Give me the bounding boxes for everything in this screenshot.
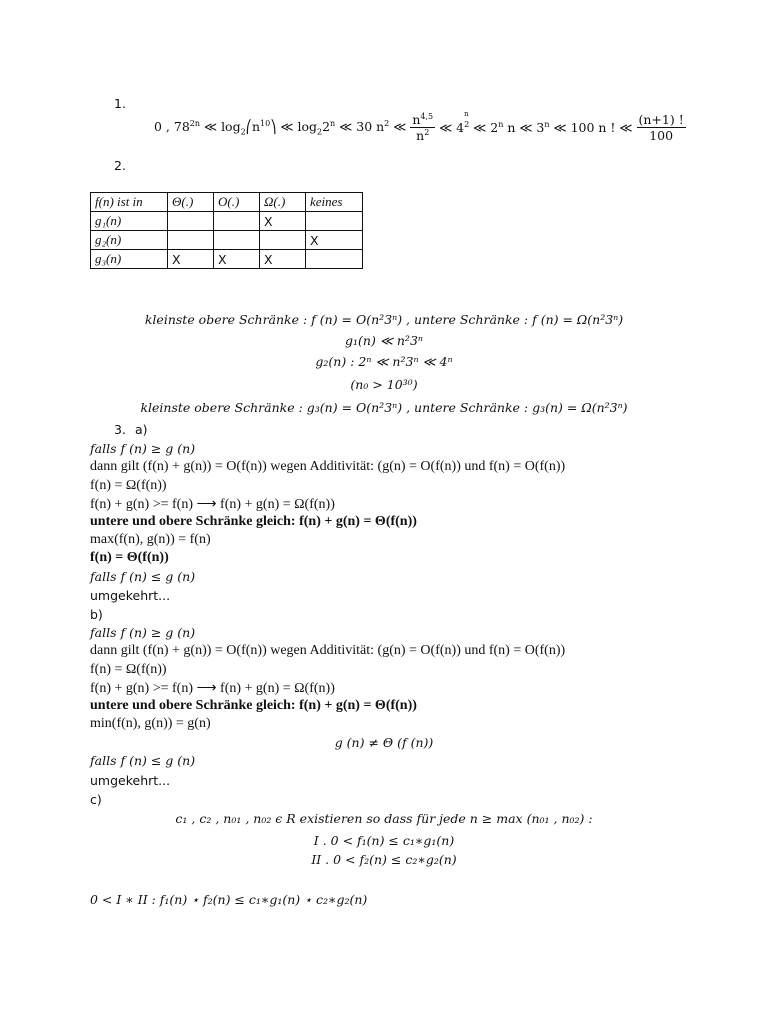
math-line: (n₀ > 10³⁰) [350,377,418,392]
frac-den-sup: 2 [424,128,430,138]
complexity-table [90,192,363,269]
q3-part-c-label: c) [90,792,102,807]
table-row [91,250,363,269]
table-cell: X [306,231,363,250]
table-row [91,212,363,231]
text-line: falls f (n) ≥ g (n) [90,441,196,456]
text-line: dann gilt (f(n) + g(n)) = O(f(n)) wegen Additivität: (g(n) = O(f(n)) und f(n) = O(f(n)) [90,459,566,474]
text-line: falls f (n) ≤ g (n) [90,753,196,768]
chain-text: ≪ 4 [439,120,465,136]
table-header-cell: O(.) [214,193,260,212]
table-cell [214,231,260,250]
table-cell [306,212,363,231]
math-line: g (n) ≠ Θ (f (n)) [334,735,434,750]
text-line: umgekehrt... [90,588,171,603]
math-line: I . 0 < f₁(n) ≤ c₁∗g₁(n) [313,833,455,848]
q3-part-b-label: b) [90,607,103,622]
math-line: c₁ , c₂ , n₀₁ , n₀₂ ϵ R existieren so dass für jede n ≥ max (n₀₁ , n₀₂) : [175,811,593,826]
table-cell: g₂(n) [91,231,168,250]
math-line: kleinste obere Schränke : f (n) = O(n²3ⁿ) , untere Schränke : f (n) = Ω(n²3ⁿ) [144,312,624,327]
table-header-cell: f(n) ist in [91,193,168,212]
frac-num: n [412,112,421,128]
text-line-bold: untere und obere Schränke gleich: f(n) + g(n) = Θ(f(n)) [90,514,417,529]
chain-sup: n [330,118,336,128]
frac-den: n [416,128,425,144]
chain-sub: 2 [240,127,246,137]
fraction-n45-over-n2 [410,112,435,143]
q3-part-a-label: a) [135,422,148,437]
table-header-row [91,193,363,212]
q1-number: 1. [114,96,126,111]
table-header-cell: keines [306,193,363,212]
text-line: f(n) + g(n) >= f(n) ⟶ f(n) + g(n) = Ω(f(n)) [90,497,335,512]
table-row [91,231,363,250]
text-line: f(n) + g(n) >= f(n) ⟶ f(n) + g(n) = Ω(f(n)) [90,681,335,696]
chain-text: ⎞ ≪ log [270,118,317,134]
text-line: falls f (n) ≥ g (n) [90,625,196,640]
table-header-cell: Ω(.) [260,193,306,212]
text-line: dann gilt (f(n) + g(n)) = O(f(n)) wegen Additivität: (g(n) = O(f(n)) und f(n) = O(f(n)) [90,643,566,658]
text-line: min(f(n), g(n)) = g(n) [90,716,211,731]
table-cell [306,250,363,269]
text-line-bold: untere und obere Schränke gleich: f(n) + g(n) = Θ(f(n)) [90,698,417,713]
chain-sup: 10 [260,118,271,128]
text-line: max(f(n), g(n)) = f(n) [90,532,211,547]
fraction-nplus1-factorial-over-100 [637,112,686,143]
q1-ordering-chain [154,112,686,143]
chain-text: ≪ 100 n ! ≪ [549,120,633,136]
text-line: f(n) = Ω(f(n)) [90,662,167,677]
table-header-cell: Θ(.) [168,193,214,212]
chain-sup: n [544,120,550,130]
chain-sup: 2 [384,118,390,128]
chain-sup-top: n [464,110,469,119]
math-line: g₂(n) : 2ⁿ ≪ n²3ⁿ ≪ 4ⁿ [315,354,453,369]
frac-num-sup: 4,5 [420,112,434,121]
table-cell: g₃(n) [91,250,168,269]
chain-sup: n [498,120,504,130]
chain-text: 0 , 78 [154,118,190,134]
chain-sub: 2 [317,127,323,137]
chain-sup: 2n [189,118,201,128]
chain-sup: 2 [464,120,470,130]
math-line: kleinste obere Schränke : g₃(n) = O(n²3ⁿ) , untere Schränke : g₃(n) = Ω(n²3ⁿ) [140,400,628,415]
table-cell: X [214,250,260,269]
text-line: umgekehrt... [90,773,171,788]
text-line: f(n) = Ω(f(n)) [90,478,167,493]
math-line: II . 0 < f₂(n) ≤ c₂∗g₂(n) [311,852,457,867]
chain-text: ≪ log [200,118,241,134]
q2-number: 2. [114,158,126,173]
table-cell [214,212,260,231]
text-line-bold: f(n) = Θ(f(n)) [90,550,169,565]
table-cell: g₁(n) [91,212,168,231]
frac-num: (n+1) ! [638,112,684,128]
table-cell: X [260,212,306,231]
chain-text: ≪ 30 n [335,118,385,134]
table-cell [260,231,306,250]
chain-text: n ≪ 3 [503,120,545,136]
chain-text: ≪ [389,118,407,134]
chain-text: ≪ 2 [469,120,499,136]
chain-text: ⎛n [245,118,260,134]
math-line: 0 < I ∗ II : f₁(n) ⋆ f₂(n) ≤ c₁∗g₁(n) ⋆ c₂∗g₂(n) [90,892,368,907]
text-line: falls f (n) ≤ g (n) [90,569,196,584]
table-cell: X [260,250,306,269]
math-line: g₁(n) ≪ n²3ⁿ [345,333,423,348]
chain-text: 2 [322,118,331,134]
frac-den: 100 [637,127,686,143]
table-cell [168,231,214,250]
table-cell: X [168,250,214,269]
table-cell [168,212,214,231]
q3-number: 3. [114,422,126,437]
